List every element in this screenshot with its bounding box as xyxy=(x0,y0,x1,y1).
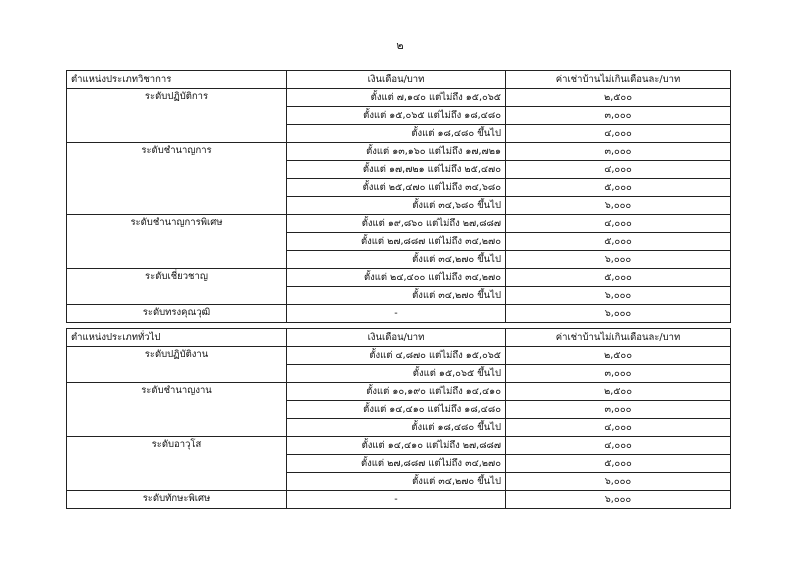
rent-amount-cell: ๔,๐๐๐ xyxy=(506,125,731,143)
salary-range-cell: ตั้งแต่ ๔,๘๗๐ แต่ไม่ถึง ๑๕,๐๖๕ xyxy=(287,347,506,365)
salary-range-cell: ตั้งแต่ ๒๗,๘๘๗ แต่ไม่ถึง ๓๔,๒๗๐ xyxy=(287,233,506,251)
level-cell: ระดับปฏิบัติการ xyxy=(67,89,287,143)
salary-range-cell: ตั้งแต่ ๑๘,๔๘๐ ขึ้นไป xyxy=(287,419,506,437)
table-row xyxy=(67,143,731,161)
table-row xyxy=(67,383,731,401)
rent-amount-cell: ๖,๐๐๐ xyxy=(506,287,731,305)
salary-range-cell: ตั้งแต่ ๒๗,๘๘๗ แต่ไม่ถึง ๓๔,๒๗๐ xyxy=(287,455,506,473)
rent-amount-cell: ๒,๕๐๐ xyxy=(506,383,731,401)
level-cell: ระดับชำนาญการ xyxy=(67,143,287,215)
salary-range-cell: ตั้งแต่ ๓๔,๖๘๐ ขึ้นไป xyxy=(287,197,506,215)
table-row xyxy=(67,89,731,107)
salary-range-cell: ตั้งแต่ ๑๘,๔๘๐ ขึ้นไป xyxy=(287,125,506,143)
salary-range-cell: ตั้งแต่ ๑๔,๔๑๐ แต่ไม่ถึง ๒๗,๘๘๗ xyxy=(287,437,506,455)
table-row xyxy=(67,347,731,365)
salary-range-cell: ตั้งแต่ ๗,๑๔๐ แต่ไม่ถึง ๑๕,๐๖๕ xyxy=(287,89,506,107)
page-number: ๒ xyxy=(396,39,404,52)
salary-range-cell: ตั้งแต่ ๒๔,๔๐๐ แต่ไม่ถึง ๓๔,๒๗๐ xyxy=(287,269,506,287)
level-cell: ระดับชำนาญงาน xyxy=(67,383,287,437)
salary-range-cell: ตั้งแต่ ๑๕,๐๖๕ แต่ไม่ถึง ๑๘,๔๘๐ xyxy=(287,107,506,125)
salary-column-header: เงินเดือน/บาท xyxy=(287,71,506,89)
table-row xyxy=(67,215,731,233)
general-rent-table xyxy=(66,328,731,509)
table-row xyxy=(67,437,731,455)
rent-amount-cell: ๓,๐๐๐ xyxy=(506,401,731,419)
salary-range-cell: - xyxy=(287,305,506,323)
rent-amount-cell: ๔,๐๐๐ xyxy=(506,215,731,233)
salary-column-header: เงินเดือน/บาท xyxy=(287,329,506,347)
salary-range-cell: ตั้งแต่ ๑๕,๐๖๕ ขึ้นไป xyxy=(287,365,506,383)
salary-range-cell: ตั้งแต่ ๓๔,๒๗๐ ขึ้นไป xyxy=(287,287,506,305)
rent-amount-cell: ๖,๐๐๐ xyxy=(506,473,731,491)
level-cell: ระดับเชี่ยวชาญ xyxy=(67,269,287,305)
rent-amount-cell: ๖,๐๐๐ xyxy=(506,491,731,509)
salary-range-cell: ตั้งแต่ ๑๗,๗๒๑ แต่ไม่ถึง ๒๕,๔๗๐ xyxy=(287,161,506,179)
rent-amount-cell: ๕,๐๐๐ xyxy=(506,269,731,287)
table-row xyxy=(67,305,731,323)
salary-range-cell: - xyxy=(287,491,506,509)
salary-range-cell: ตั้งแต่ ๓๔,๒๗๐ ขึ้นไป xyxy=(287,473,506,491)
rent-amount-cell: ๒,๕๐๐ xyxy=(506,347,731,365)
rent-amount-cell: ๓,๐๐๐ xyxy=(506,365,731,383)
salary-range-cell: ตั้งแต่ ๓๔,๒๗๐ ขึ้นไป xyxy=(287,251,506,269)
rent-amount-cell: ๔,๐๐๐ xyxy=(506,161,731,179)
level-cell: ระดับทักษะพิเศษ xyxy=(67,491,287,509)
rent-amount-cell: ๒,๕๐๐ xyxy=(506,89,731,107)
salary-range-cell: ตั้งแต่ ๑๐,๑๙๐ แต่ไม่ถึง ๑๔,๔๑๐ xyxy=(287,383,506,401)
rent-amount-cell: ๖,๐๐๐ xyxy=(506,305,731,323)
position-column-header: ตำแหน่งประเภททั่วไป xyxy=(67,329,287,347)
table-header-row xyxy=(67,329,731,347)
table-row xyxy=(67,491,731,509)
rent-column-header: ค่าเช่าบ้านไม่เกินเดือนละ/บาท xyxy=(506,329,731,347)
academic-rent-table xyxy=(66,70,731,323)
level-cell: ระดับปฏิบัติงาน xyxy=(67,347,287,383)
rent-amount-cell: ๕,๐๐๐ xyxy=(506,233,731,251)
rent-amount-cell: ๕,๐๐๐ xyxy=(506,455,731,473)
rent-amount-cell: ๕,๐๐๐ xyxy=(506,179,731,197)
level-cell: ระดับชำนาญการพิเศษ xyxy=(67,215,287,269)
rent-column-header: ค่าเช่าบ้านไม่เกินเดือนละ/บาท xyxy=(506,71,731,89)
rent-amount-cell: ๖,๐๐๐ xyxy=(506,251,731,269)
rent-amount-cell: ๔,๐๐๐ xyxy=(506,437,731,455)
rent-amount-cell: ๓,๐๐๐ xyxy=(506,107,731,125)
level-cell: ระดับทรงคุณวุฒิ xyxy=(67,305,287,323)
rent-amount-cell: ๔,๐๐๐ xyxy=(506,419,731,437)
salary-range-cell: ตั้งแต่ ๑๓,๑๖๐ แต่ไม่ถึง ๑๗,๗๒๑ xyxy=(287,143,506,161)
level-cell: ระดับอาวุโส xyxy=(67,437,287,491)
salary-range-cell: ตั้งแต่ ๑๙,๘๖๐ แต่ไม่ถึง ๒๗,๘๘๗ xyxy=(287,215,506,233)
position-column-header: ตำแหน่งประเภทวิชาการ xyxy=(67,71,287,89)
salary-range-cell: ตั้งแต่ ๒๕,๔๗๐ แต่ไม่ถึง ๓๔,๖๘๐ xyxy=(287,179,506,197)
salary-range-cell: ตั้งแต่ ๑๔,๔๑๐ แต่ไม่ถึง ๑๘,๔๘๐ xyxy=(287,401,506,419)
rent-amount-cell: ๖,๐๐๐ xyxy=(506,197,731,215)
table-row xyxy=(67,269,731,287)
table-header-row xyxy=(67,71,731,89)
rent-amount-cell: ๓,๐๐๐ xyxy=(506,143,731,161)
